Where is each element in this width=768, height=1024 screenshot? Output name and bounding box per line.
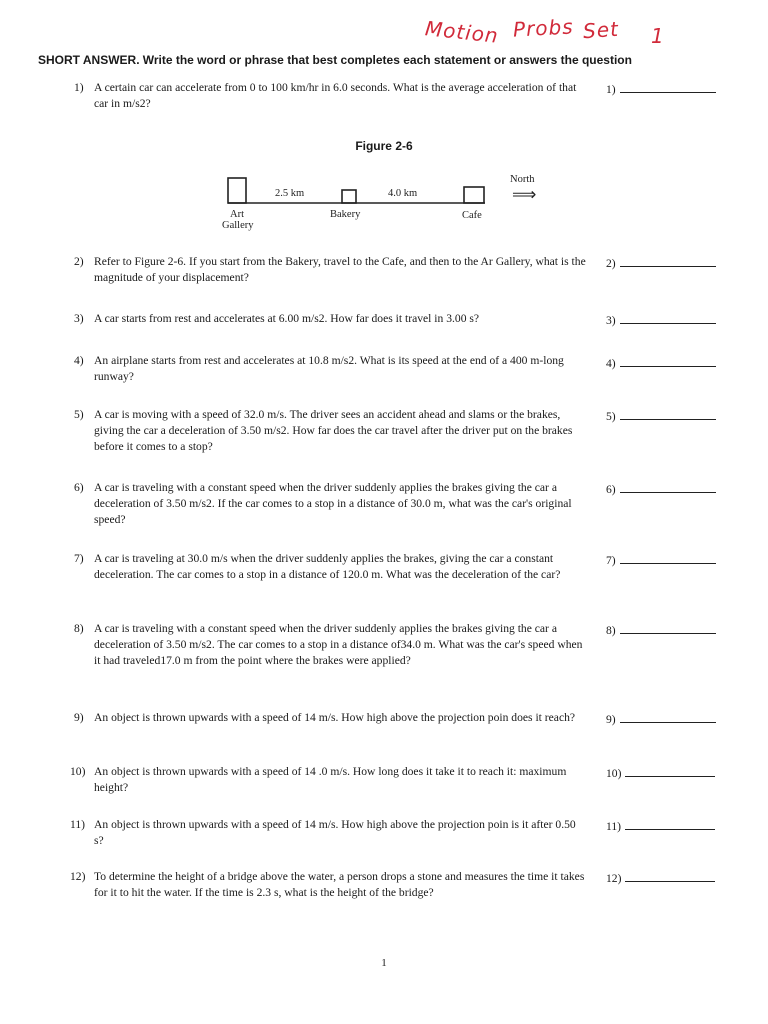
- question-text: A car is traveling with a constant speed when the driver suddenly applies the brakes giving the car a deceleration of 3.50 m/s2. If the car comes to a stop in a distance of 30.0 m, what was the car's original speed?: [94, 481, 572, 526]
- answer-label: 1): [606, 83, 616, 96]
- label-gallery: Gallery: [222, 220, 254, 231]
- answer-label: 9): [606, 713, 616, 726]
- question-2: [74, 254, 587, 286]
- question-text: An object is thrown upwards with a speed of 14 m/s. How high above the projection poin is it after 0.50 s?: [94, 818, 576, 847]
- answer-line[interactable]: [625, 819, 715, 830]
- question-text: An airplane starts from rest and accelerates at 10.8 m/s2. What is its speed at the end of a 400 m-long runway?: [94, 354, 564, 383]
- answer-line[interactable]: [625, 871, 715, 882]
- answer-blank-2[interactable]: [606, 256, 726, 270]
- answer-line[interactable]: [620, 409, 716, 420]
- answer-blank-7[interactable]: [606, 553, 726, 567]
- question-3: [74, 311, 587, 327]
- handwritten-annotation: [425, 14, 685, 54]
- label-art: Art: [230, 209, 244, 220]
- answer-label: 7): [606, 554, 616, 567]
- question-12: [70, 869, 587, 901]
- question-number: 1): [74, 81, 84, 94]
- question-number: 5): [74, 408, 84, 421]
- question-number: 11): [70, 818, 86, 831]
- answer-blank-3[interactable]: [606, 313, 726, 327]
- answer-label: 2): [606, 257, 616, 270]
- page-number: 1: [381, 957, 387, 969]
- answer-label: 3): [606, 314, 616, 327]
- answer-label: 5): [606, 410, 616, 423]
- answer-blank-10[interactable]: [606, 766, 726, 780]
- answer-blank-5[interactable]: [606, 409, 726, 423]
- question-7: [74, 551, 587, 583]
- answer-blank-1[interactable]: [606, 82, 726, 96]
- question-text: An object is thrown upwards with a speed of 14 m/s. How high above the projection poin does it reach?: [94, 711, 576, 724]
- question-text: Refer to Figure 2-6. If you start from the Bakery, travel to the Cafe, and then to the Ar Gallery, what is the magnitude of your displacement?: [94, 255, 586, 284]
- question-number: 8): [74, 622, 84, 635]
- question-number: 9): [74, 711, 84, 724]
- question-number: 6): [74, 481, 84, 494]
- question-number: 7): [74, 552, 84, 565]
- answer-label: 12): [606, 872, 622, 885]
- answer-line[interactable]: [620, 553, 716, 564]
- answer-line[interactable]: [620, 712, 716, 723]
- answer-line[interactable]: [620, 356, 716, 367]
- question-number: 4): [74, 354, 84, 367]
- answer-label: 11): [606, 820, 622, 833]
- art-gallery-building: [228, 178, 246, 203]
- question-text: A certain car can accelerate from 0 to 100 km/hr in 6.0 seconds. What is the average acceleration of that car in m/s2?: [94, 81, 577, 110]
- question-number: 3): [74, 312, 84, 325]
- answer-line[interactable]: [620, 313, 716, 324]
- answer-blank-11[interactable]: [606, 819, 726, 833]
- answer-line[interactable]: [620, 256, 716, 267]
- handwritten-word-motion: Motion: [423, 16, 500, 48]
- question-text: An object is thrown upwards with a speed of 14 .0 m/s. How long does it take it to reach it: maximum height?: [94, 765, 567, 794]
- answer-line[interactable]: [620, 482, 716, 493]
- answer-blank-6[interactable]: [606, 482, 726, 496]
- handwritten-word-probs: Probs: [512, 14, 575, 42]
- question-number: 2): [74, 255, 84, 268]
- question-text: A car is traveling at 30.0 m/s when the driver suddenly applies the brakes, giving the car a constant deceleration. The car comes to a stop in a distance of 120.0 m. What was the deceleration of the car?: [94, 552, 561, 581]
- bakery-building: [342, 190, 356, 203]
- section-instruction: Write the word or phrase that best completes each statement or answers the question: [142, 53, 632, 67]
- north-arrow-icon: ⟹: [512, 185, 537, 204]
- question-1: [74, 80, 587, 112]
- question-10: [70, 764, 587, 796]
- answer-line[interactable]: [620, 623, 716, 634]
- question-text: A car is traveling with a constant speed when the driver suddenly applies the brakes giving the car a deceleration of 3.50 m/s2. The car comes to a stop in a distance of34.0 m. What was the car's speed when it had traveled17.0 m from the point where the brakes were applied?: [94, 622, 583, 667]
- north-label: North: [510, 174, 535, 185]
- answer-label: 6): [606, 483, 616, 496]
- question-6: [74, 480, 587, 528]
- question-number: 10): [70, 765, 86, 778]
- answer-blank-9[interactable]: [606, 712, 726, 726]
- answer-blank-12[interactable]: [606, 871, 726, 885]
- figure-title: Figure 2-6: [355, 139, 413, 153]
- answer-blank-8[interactable]: [606, 623, 726, 637]
- question-text: To determine the height of a bridge above the water, a person drops a stone and measures the time it takes for it to hit the water. If the time is 2.3 s, what is the height of the bridge?: [94, 870, 585, 899]
- figure-diagram: [200, 165, 560, 235]
- handwritten-number: 1: [651, 24, 665, 48]
- handwritten-word-set: Set: [582, 16, 620, 44]
- label-bakery: Bakery: [330, 209, 361, 220]
- distance-label-1: 2.5 km: [275, 188, 305, 199]
- answer-label: 4): [606, 357, 616, 370]
- answer-line[interactable]: [620, 82, 716, 93]
- question-5: [74, 407, 587, 455]
- distance-label-2: 4.0 km: [388, 188, 418, 199]
- question-text: A car starts from rest and accelerates at 6.00 m/s2. How far does it travel in 3.00 s?: [94, 312, 480, 325]
- question-9: [74, 710, 587, 726]
- answer-label: 8): [606, 624, 616, 637]
- answer-label: 10): [606, 767, 622, 780]
- question-4: [74, 353, 587, 385]
- answer-blank-4[interactable]: [606, 356, 726, 370]
- question-8: [74, 621, 587, 669]
- cafe-building: [464, 187, 484, 203]
- question-number: 12): [70, 870, 86, 883]
- section-header: [38, 53, 638, 68]
- label-cafe: Cafe: [462, 210, 482, 221]
- question-11: [70, 817, 587, 849]
- answer-line[interactable]: [625, 766, 715, 777]
- question-text: A car is moving with a speed of 32.0 m/s. The driver sees an accident ahead and slams or the brakes, giving the car a deceleration of 3.50 m/s2. How far does the car travel after the driver put on the brakes before it comes to a stop?: [94, 408, 573, 453]
- section-title: SHORT ANSWER.: [38, 53, 140, 67]
